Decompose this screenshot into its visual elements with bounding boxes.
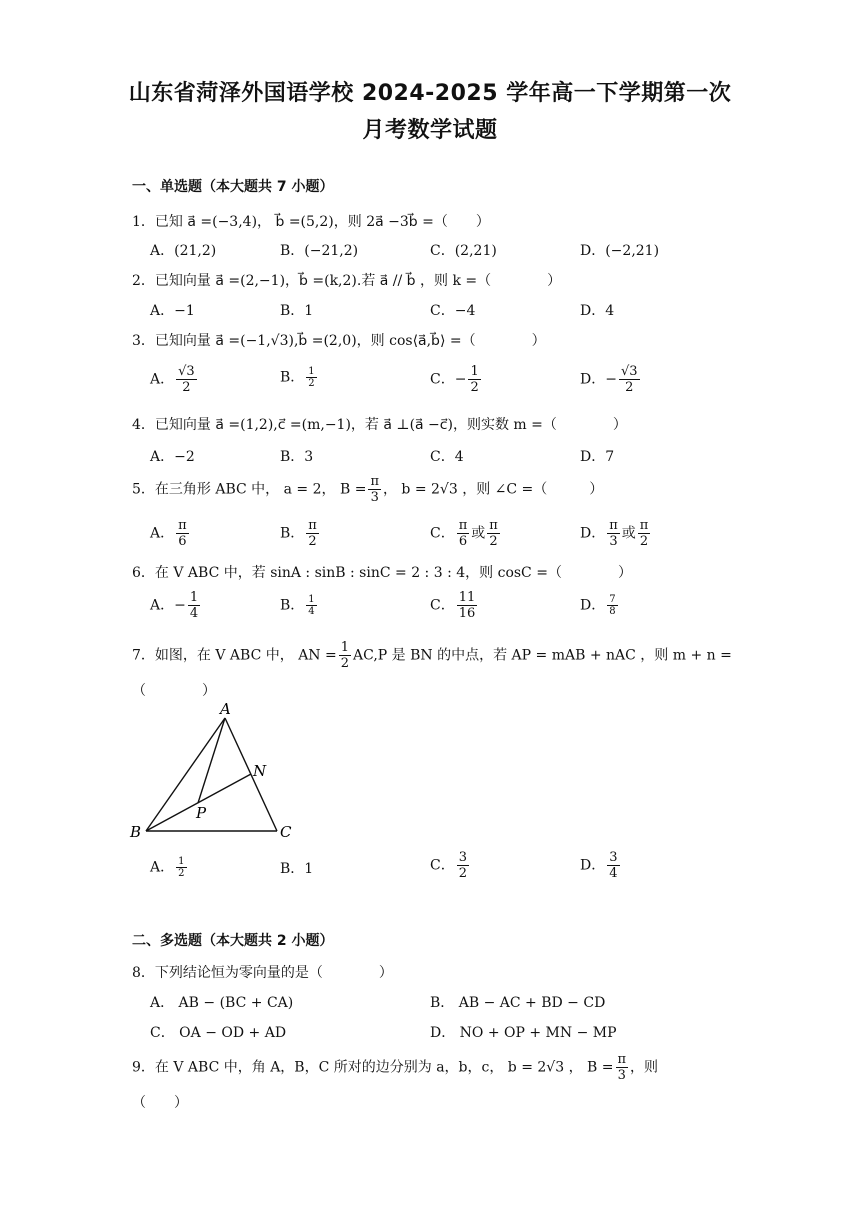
question-4-option-a: A．−2 [150,449,195,465]
question-1-option-d: D．(−2,21) [580,243,660,259]
question-2-option-d: D．4 [580,303,615,319]
question-6-stem: 6．在 V ABC 中，若 sinA : sinB : sinC = 2 : 3 : 4，则 cosC =（ ） [132,565,632,581]
question-7-option-c: C． $\frac{3}{2}$ [430,850,467,881]
title-line-2: 月考数学试题 [362,118,498,143]
page-title [0,76,860,144]
question-6-option-b: B． $\frac{1}{4}$ [280,594,315,617]
question-4-option-d: D．7 [580,449,615,465]
question-3-stem: 3．已知向量 a⃗ =(−1,√3),b⃗ =(2,0)，则 cos⟨a⃗,b⃗⟩ =（ ） [132,333,546,349]
question-7-option-a: A． $\frac{1}{2}$ [150,856,185,879]
question-3-option-a: A． $\frac{√3}{2}$ [150,364,195,395]
question-7-option-b: B．1 [280,861,314,877]
question-4-option-c: C．4 [430,449,464,465]
section-heading-multiple-choice: 二、多选题（本大题共 2 小题） [132,933,334,949]
question-9-stem: 9．在 V ABC 中，角 A，B，C 所对的边分别为 a，b，c， b = 2√3 ， B = $\frac{\pi}{3}$ ，则 [132,1052,659,1083]
question-1-option-a: A．(21,2) [150,243,217,259]
point-label-n: N [253,762,267,780]
question-8-option-c: C． OA − OD + AD [150,1025,287,1041]
question-7-stem-line-2: （ ） [132,683,216,699]
question-6-option-a: A．− $\frac{1}{4}$ [150,590,199,621]
point-label-b: B [130,823,142,841]
point-label-c: C [280,823,292,841]
point-label-p: P [196,804,207,822]
question-6-option-d: D． $\frac{7}{8}$ [580,594,616,617]
question-1-option-c: C．(2,21) [430,243,497,259]
point-label-a: A [220,700,231,718]
question-2-option-c: C．−4 [430,303,476,319]
question-4-option-b: B．3 [280,449,314,465]
question-8-stem: 8．下列结论恒为零向量的是（ ） [132,965,393,981]
question-3-option-b: B． $\frac{1}{2}$ [280,366,315,389]
title-line-1: 山东省菏泽外国语学校 2024-2025 学年高一下学期第一次 [128,81,732,106]
question-1-option-b: B．(−21,2) [280,243,359,259]
question-1-stem: 1．已知 a⃗ =(−3,4)， b⃗ =(5,2)，则 2a⃗ −3b⃗ =（ ） [132,214,490,230]
segment-ab [146,718,225,831]
question-3-option-c: C．− $\frac{1}{2}$ [430,364,479,395]
question-2-option-b: B．1 [280,303,314,319]
question-2-stem: 2．已知向量 a⃗ =(2,−1)，b⃗ =(k,2).若 a⃗ // b⃗ ，则 k =（ ） [132,273,562,289]
question-8-option-a: A． AB − (BC + CA) [150,995,294,1011]
section-heading-single-choice: 一、单选题（本大题共 7 小题） [132,179,334,195]
question-8-option-d: D． NO + OP + MN − MP [430,1025,617,1041]
question-5-option-a: A． $\frac{\pi}{6}$ [150,518,187,549]
question-7-stem: 7．如图，在 V ABC 中， AN = $\frac{1}{2}$ AC,P 是 BN 的中点，若 AP = mAB + nAC ，则 m + n = [132,640,732,671]
question-6-option-c: C． $\frac{11}{16}$ [430,590,476,621]
question-5-stem: 5．在三角形 ABC 中， a = 2， B = $\frac{\pi}{3}$ ， b = 2√3 ，则 ∠C =（ ） [132,474,604,505]
question-8-option-b: B． AB − AC + BD − CD [430,995,606,1011]
question-3-option-d: D．− $\frac{√3}{2}$ [580,364,638,395]
question-4-stem: 4．已知向量 a⃗ =(1,2),c⃗ =(m,−1)，若 a⃗ ⊥(a⃗ −c⃗)，则实数 m =（ ） [132,417,627,433]
question-5-option-c: C． $\frac{\pi}{6}$ 或 $\frac{\pi}{2}$ [430,518,498,549]
question-5-option-b: B． $\frac{\pi}{2}$ [280,518,317,549]
question-2-option-a: A．−1 [150,303,195,319]
question-5-option-d: D． $\frac{\pi}{3}$ 或 $\frac{\pi}{2}$ [580,518,649,549]
question-7-option-d: D． $\frac{3}{4}$ [580,850,618,881]
question-9-stem-line-2: （ ） [132,1095,188,1111]
triangle-figure [128,700,308,845]
